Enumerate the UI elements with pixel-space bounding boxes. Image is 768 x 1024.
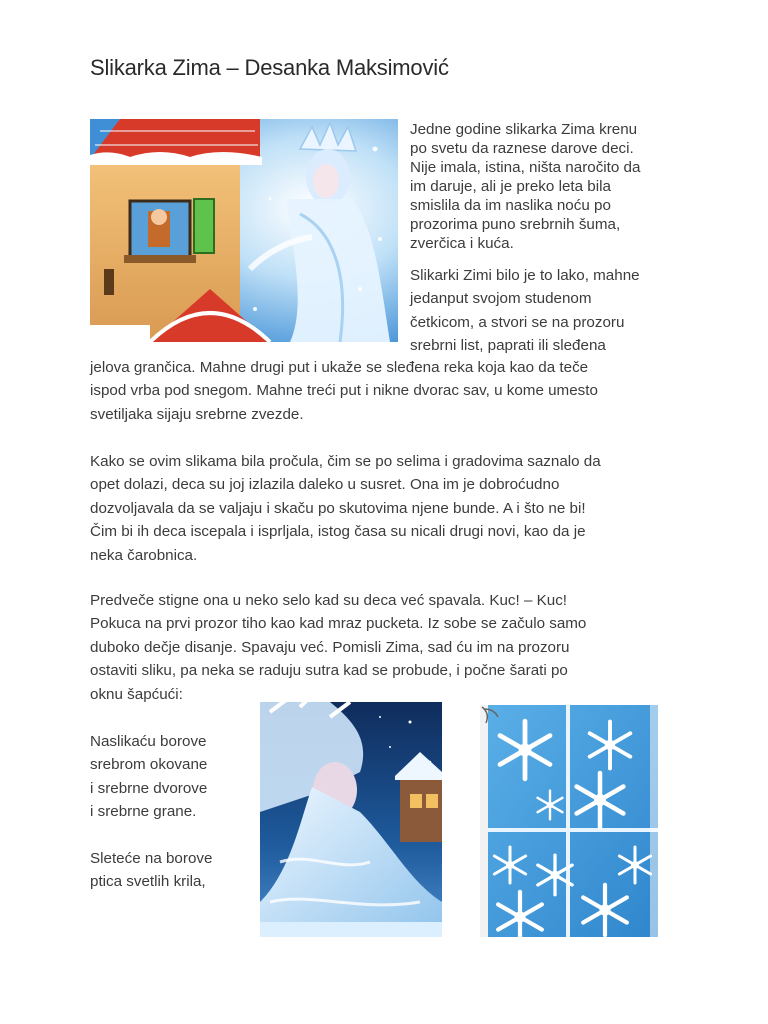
paragraph-2-wrapped: Slikarki Zimi bilo je to lako, mahne jedanput svojom studenom četkicom, a stvori se na prozoru srebrni list, paprati ili sleđena	[410, 267, 640, 355]
illustration-snowflake-window	[480, 705, 658, 937]
poem-stanza: Naslikaću borove srebrom okovane i srebrne dvorove i srebrne grane. Sleteće na borove ptica svetlih krila,	[90, 733, 213, 891]
illustration-ice-queen	[260, 702, 442, 937]
page-title: Slikarka Zima – Desanka Maksimović	[90, 55, 449, 80]
paragraph-3: Kako se ovim slikama bila pročula, čim se po selima i gradovima saznalo da opet dolazi, deca su joj izlazila daleko u susret. Ona im je dobroćudno dozvoljavala da se valjaju i skaču po skutovima njene bunde. A i što ne bi! Čim bi ih deca iscepala i isprljala, istog časa su nicali drugi novi, kao da je neka čarobnica.	[90, 453, 601, 564]
paragraph-2-full: jelova grančica. Mahne drugi put i ukaže se sleđena reka koja kao da teče ispod vrba pod snegom. Mahne treći put i nikne dvorac sav, u kome umesto svetiljaka sijaju srebrne zvezde.	[90, 359, 598, 423]
intro-paragraph: Jedne godine slikarka Zima krenu po svetu da raznese darove deci. Nije imala, istina, ništa naročito da im daruje, ali je preko leta bila smislila da im naslika noću po prozorima puno srebrnih šuma, zverčica i kuća.	[410, 121, 641, 252]
illustration-house-snow-queen	[90, 119, 398, 342]
paragraph-4: Predveče stigne ona u neko selo kad su deca već spavala. Kuc! – Kuc! Pokuca na prvi prozor tiho kao kad mraz pucketa. Iz sobe se začulo samo duboko dečje disanje. Spavaju već. Pomisli Zima, sad ću im na prozoru ostaviti sliku, pa neka se raduju sutra kad se probude, i počne šarati po oknu šapćući:	[90, 592, 587, 703]
